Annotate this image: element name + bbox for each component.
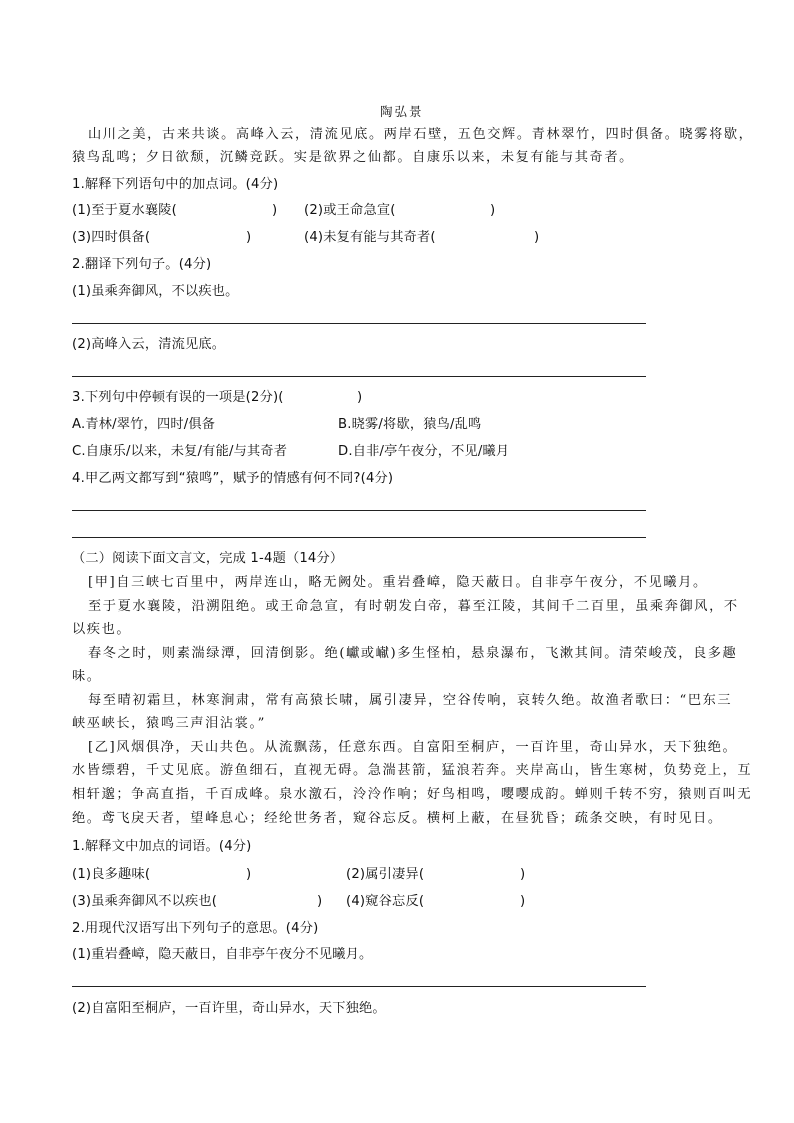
passage-line: 每至晴初霜旦，林寒涧肃，常有高猿长啸，属引凄异，空谷传响，哀转久绝。故渔者歌曰：“巴东三 bbox=[88, 693, 733, 708]
passage-line: [甲]自三峡七百里中，两岸连山，略无阙处。重岩叠嶂，隐天蔽日。自非亭午夜分，不见曦月。 bbox=[88, 575, 708, 590]
answer-line bbox=[72, 537, 646, 538]
s2-q2-sentence: (1)重岩叠嶂，隐天蔽日，自非亭午夜分不见曦月。 bbox=[72, 947, 373, 962]
option-b: B.晓雾/将歇，猿鸟/乱鸣 bbox=[338, 417, 482, 432]
passage-line: 相轩邈；争高直指，千百成峰。泉水激石，泠泠作响；好鸟相鸣，嘤嘤成韵。蝉则千转不穷，猿则百叫无 bbox=[72, 787, 753, 802]
s2-q1-item-close: ) bbox=[520, 867, 526, 882]
passage-line: 猿鸟乱鸣；夕日欲颓，沉鳞竞跃。实是欲界之仙都。自康乐以来，未复有能与其奇者。 bbox=[72, 150, 634, 165]
question-1-stem: 1.解释下列语句中的加点词。(4分) bbox=[72, 177, 279, 192]
question-2-stem: 2.翻译下列句子。(4分) bbox=[72, 257, 212, 272]
s2-q1-item: (4)窥谷忘反( bbox=[346, 894, 425, 909]
author-name: 陶弘景 bbox=[380, 104, 424, 119]
q1-item: (4)未复有能与其奇者( bbox=[304, 230, 436, 245]
s2-q2-sentence: (2)自富阳至桐庐，一百许里，奇山异水，天下独绝。 bbox=[72, 1001, 386, 1016]
passage-line: 以疾也。 bbox=[72, 622, 132, 637]
s2-q1-item: (3)虽乘奔御风不以疾也( bbox=[72, 894, 218, 909]
s2-q1-item: (2)属引凄异( bbox=[346, 867, 425, 882]
s2-q1-item-close: ) bbox=[246, 867, 252, 882]
passage-line: 山川之美，古来共谈。高峰入云，清流见底。两岸石壁，五色交辉。青林翠竹，四时俱备。晓雾将歇， bbox=[88, 127, 754, 142]
passage-line: 味。 bbox=[72, 669, 102, 684]
answer-line bbox=[72, 510, 646, 511]
passage-line: 水皆缥碧，千丈见底。游鱼细石，直视无碍。急湍甚箭，猛浪若奔。夹岸高山，皆生寒树，负势竞上，互 bbox=[72, 763, 753, 778]
option-d: D.自非/亭午夜分，不见/曦月 bbox=[338, 444, 510, 459]
q1-item: (2)或王命急宣( bbox=[304, 203, 396, 218]
q1-item-close: ) bbox=[246, 230, 252, 245]
q1-item-close: ) bbox=[534, 230, 540, 245]
q1-item: (1)至于夏水襄陵( bbox=[72, 203, 177, 218]
question-4-stem: 4.甲乙两文都写到“猿鸣”，赋予的情感有何不同?(4分) bbox=[72, 471, 394, 486]
option-a: A.青林/翠竹，四时/俱备 bbox=[72, 417, 216, 432]
s2-q1-item-close: ) bbox=[520, 894, 526, 909]
q1-item: (3)四时俱备( bbox=[72, 230, 151, 245]
s2-q1-item: (1)良多趣味( bbox=[72, 867, 151, 882]
q2-sentence: (2)高峰入云，清流见底。 bbox=[72, 337, 226, 352]
q1-item-close: ) bbox=[490, 203, 496, 218]
passage-line: [乙]风烟俱净，天山共色。从流飘荡，任意东西。自富阳至桐庐，一百许里，奇山异水，天下独绝。 bbox=[88, 740, 738, 755]
s2-question-1-stem: 1.解释文中加点的词语。(4分) bbox=[72, 839, 252, 854]
question-3-stem: 3.下列句中停顿有误的一项是(2分)( bbox=[72, 390, 284, 405]
option-c: C.自康乐/以来，未复/有能/与其奇者 bbox=[72, 444, 288, 459]
q2-sentence: (1)虽乘奔御风，不以疾也。 bbox=[72, 284, 239, 299]
q1-item-close: ) bbox=[272, 203, 278, 218]
answer-line bbox=[72, 376, 646, 377]
passage-line: 绝。鸢飞戾天者，望峰息心；经纶世务者，窥谷忘反。横柯上蔽，在昼犹昏；疏条交映，有时见日。 bbox=[72, 811, 723, 826]
q3-stem-close: ) bbox=[357, 390, 363, 405]
answer-line bbox=[72, 986, 646, 987]
answer-line bbox=[72, 323, 646, 324]
passage-line: 至于夏水襄陵，沿溯阻绝。或王命急宣，有时朝发白帝，暮至江陵，其间千二百里，虽乘奔御风，不 bbox=[88, 599, 739, 614]
s2-question-2-stem: 2.用现代汉语写出下列句子的意思。(4分) bbox=[72, 921, 319, 936]
passage-line: 春冬之时，则素湍绿潭，回清倒影。绝(巘或𪩘)多生怪柏，悬泉瀑布，飞漱其间。清荣峻茂，良多趣 bbox=[88, 646, 738, 661]
passage-line: 峡巫峡长，猿鸣三声泪沾裳。” bbox=[72, 716, 266, 731]
section-2-heading: （二）阅读下面文言文，完成 1-4题（14分） bbox=[72, 551, 344, 566]
s2-q1-item-close: ) bbox=[317, 894, 323, 909]
